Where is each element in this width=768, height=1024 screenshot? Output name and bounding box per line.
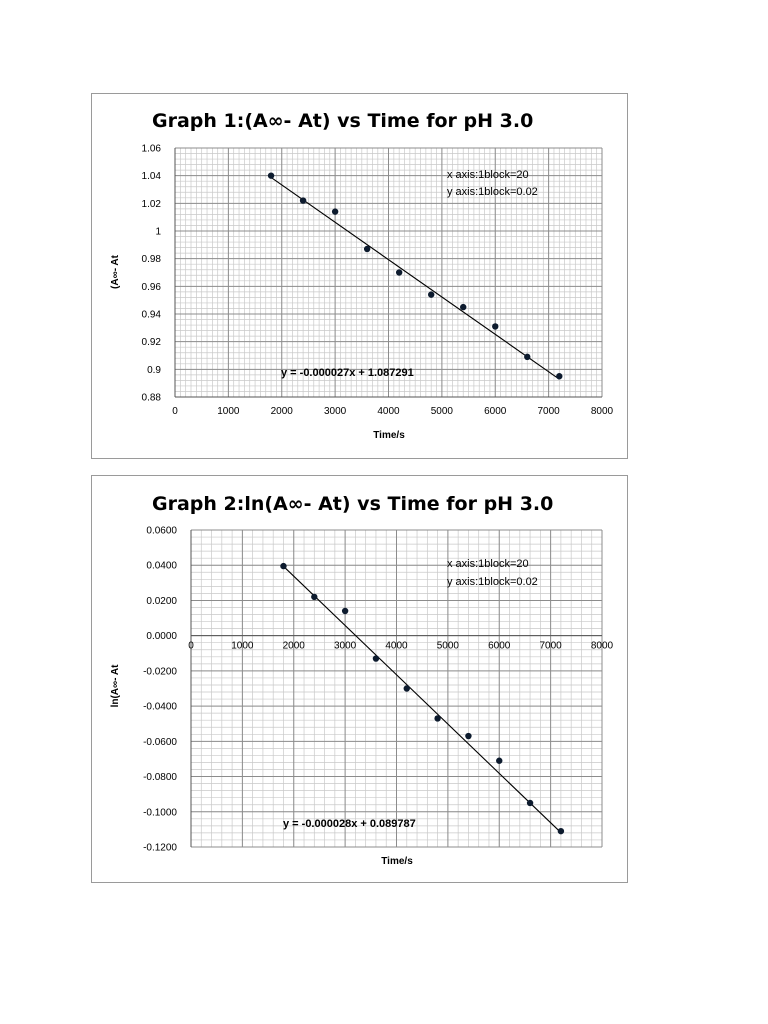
- data-point: [465, 733, 471, 739]
- chart-1-title: Graph 1:(A∞- At) vs Time for pH 3.0: [152, 110, 534, 132]
- data-point: [396, 269, 402, 275]
- chart-1-grid: [175, 148, 602, 397]
- data-point: [460, 304, 466, 310]
- y-tick-label: 1.02: [141, 198, 161, 210]
- data-point: [527, 800, 533, 806]
- data-point: [364, 246, 370, 252]
- data-point: [556, 373, 562, 379]
- chart-1-trend-equation: y = -0.000027x + 1.087291: [281, 367, 414, 379]
- chart-1-svg: [92, 94, 629, 460]
- chart-1-annotation-x: x axis:1block=20: [447, 169, 529, 181]
- data-point: [268, 172, 274, 178]
- y-tick-label: 0.96: [141, 281, 161, 293]
- chart-2-y-ticks: [143, 526, 177, 854]
- chart-1-x-ticks: [172, 406, 613, 417]
- y-tick-label: 0.9: [147, 364, 161, 376]
- x-tick-label: 6000: [484, 406, 507, 417]
- x-tick-label: 7000: [537, 406, 560, 417]
- chart-2-svg: [92, 476, 629, 884]
- data-point: [428, 291, 434, 297]
- data-point: [280, 563, 286, 569]
- y-tick-label: 0.94: [141, 309, 161, 321]
- x-tick-label: 2000: [282, 640, 305, 652]
- x-tick-label: 1000: [217, 406, 240, 417]
- data-point: [311, 594, 317, 600]
- x-tick-label: 0: [188, 640, 194, 652]
- chart-1-y-label: (A∞- At: [110, 255, 121, 289]
- y-tick-label: 1.04: [141, 171, 161, 183]
- chart-2-trend-equation: y = -0.000028x + 0.089787: [283, 818, 416, 830]
- y-tick-label: -0.0400: [143, 701, 177, 713]
- x-tick-label: 4000: [377, 406, 400, 417]
- chart-2-trendline: [283, 566, 560, 832]
- data-point: [332, 208, 338, 214]
- y-tick-label: 0.88: [141, 392, 161, 404]
- data-point: [524, 354, 530, 360]
- chart-2-x-label: Time/s: [381, 856, 413, 867]
- y-tick-label: 0.98: [141, 254, 161, 266]
- data-point: [434, 715, 440, 721]
- chart-1-annotation-y: y axis:1block=0.02: [447, 186, 538, 198]
- data-point: [373, 655, 379, 661]
- y-tick-label: 0.0600: [146, 525, 177, 537]
- data-point: [492, 323, 498, 329]
- trendline: [283, 566, 560, 832]
- chart-2-annotation-x: x axis:1block=20: [447, 558, 529, 570]
- y-tick-label: 0.0400: [146, 560, 177, 572]
- chart-2-title: Graph 2:ln(A∞- At) vs Time for pH 3.0: [152, 493, 554, 515]
- y-tick-label: -0.1000: [143, 807, 177, 819]
- data-point: [558, 828, 564, 834]
- chart-panel-1: [91, 93, 628, 459]
- chart-2-annotation-y: y axis:1block=0.02: [447, 576, 538, 588]
- chart-panel-2: [91, 475, 628, 883]
- y-tick-label: 1: [155, 226, 161, 238]
- x-tick-label: 5000: [430, 406, 453, 417]
- x-tick-label: 8000: [590, 406, 614, 417]
- chart-1-y-ticks: [142, 144, 162, 404]
- x-tick-label: 6000: [488, 640, 511, 652]
- y-tick-label: 0.0200: [146, 595, 177, 607]
- y-tick-label: 0.0000: [146, 631, 177, 643]
- y-tick-label: -0.0600: [143, 736, 177, 748]
- data-point: [496, 758, 502, 764]
- chart-2-y-label: ln(A∞- At: [110, 664, 121, 708]
- x-tick-label: 2000: [270, 406, 293, 417]
- y-tick-label: 0.92: [141, 337, 161, 349]
- x-tick-label: 7000: [539, 640, 562, 652]
- data-point: [404, 685, 410, 691]
- chart-2-x-ticks: [188, 641, 613, 652]
- x-tick-label: 3000: [334, 640, 357, 652]
- x-tick-label: 1000: [231, 640, 254, 652]
- y-tick-label: -0.0200: [143, 666, 177, 678]
- x-tick-label: 3000: [324, 406, 347, 417]
- data-point: [342, 608, 348, 614]
- x-tick-label: 0: [172, 406, 178, 417]
- y-tick-label: -0.1200: [143, 842, 177, 854]
- chart-1-x-label: Time/s: [373, 430, 405, 441]
- y-tick-label: 1.06: [141, 143, 161, 155]
- data-point: [300, 197, 306, 203]
- x-tick-label: 8000: [590, 640, 614, 652]
- x-tick-label: 4000: [385, 640, 408, 652]
- y-tick-label: -0.0800: [143, 772, 177, 784]
- x-tick-label: 5000: [436, 640, 459, 652]
- chart-2-grid: [191, 530, 602, 847]
